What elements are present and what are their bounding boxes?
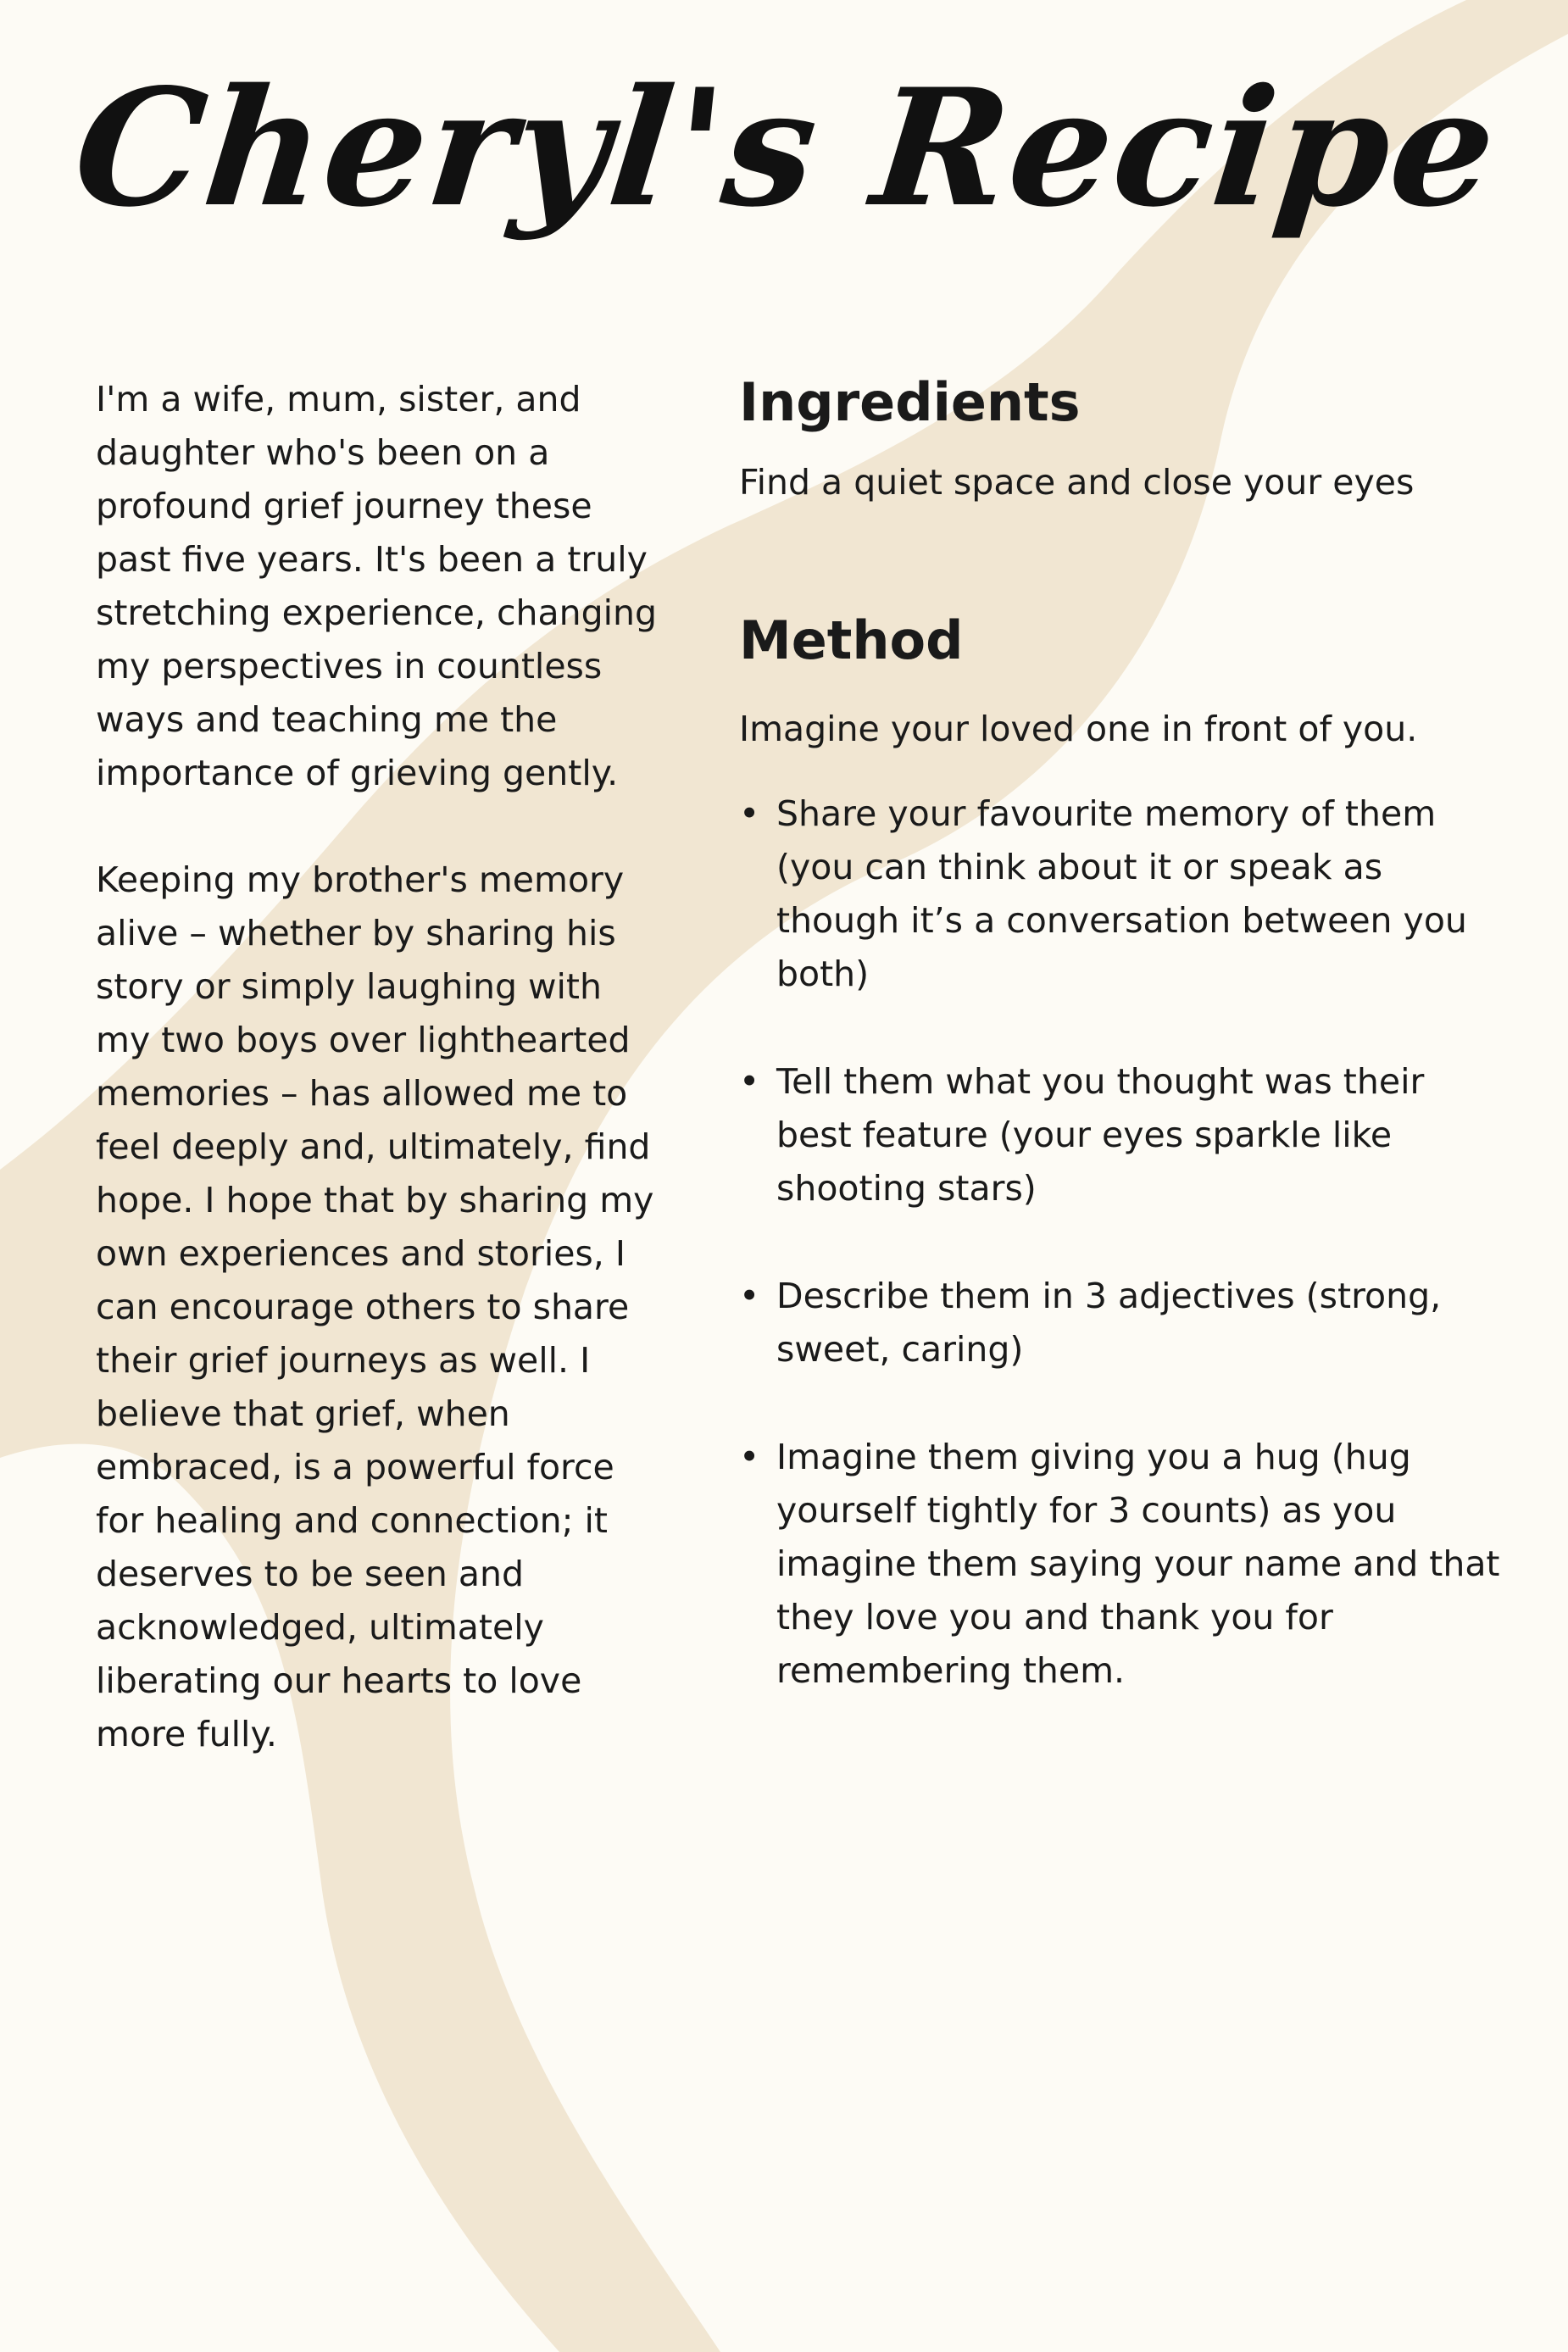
method-step	[739, 1055, 1502, 1215]
bullet-icon: •	[739, 1437, 760, 1477]
method-step	[739, 787, 1502, 1001]
bullet-icon: •	[739, 793, 760, 834]
intro-paragraph: I'm a wife, mum, sister, and daughter who's been on a profound grief journey these past five years. It's been a truly stretching experience, changing my perspectives in countless ways and teaching me the importance of grieving gently.	[96, 379, 658, 793]
recipe-column	[739, 364, 1502, 1752]
method-heading: Method	[739, 609, 964, 671]
method-step-text: Imagine them giving you a hug (hug yourself tightly for 3 counts) as you imagine them saying your name and that they love you and thank you for remembering them.	[776, 1437, 1500, 1691]
bullet-icon: •	[739, 1061, 760, 1102]
ingredients-text: Find a quiet space and close your eyes	[739, 462, 1415, 503]
intro-column	[96, 373, 664, 1815]
method-step-text: Share your favourite memory of them (you can think about it or speak as though it’s a conversation between you both)	[776, 793, 1467, 994]
ingredients-heading: Ingredients	[739, 371, 1081, 433]
method-step	[739, 1431, 1502, 1698]
method-step-text: Tell them what you thought was their best feature (your eyes sparkle like shooting stars)	[776, 1061, 1425, 1209]
method-step-text: Describe them in 3 adjectives (strong, sweet, caring)	[776, 1276, 1442, 1370]
method-step	[739, 1270, 1502, 1376]
page-title: Cheryl's Recipe	[66, 53, 1506, 242]
method-steps-list	[739, 787, 1502, 1698]
intro-paragraph: Keeping my brother's memory alive – whether by sharing his story or simply laughing with my two boys over lighthearted memories – has allowed me to feel deeply and, ultimately, find hope. I hope that by sharing my own experiences and stories, I can encourage others to share their grief journeys as well. I believe that grief, when embraced, is a powerful force for healing and connection; it deserves to be seen and acknowledged, ultimately liberating our hearts to love more fully.	[96, 859, 654, 1754]
method-intro: Imagine your loved one in front of you.	[739, 709, 1418, 749]
bullet-icon: •	[739, 1276, 760, 1316]
